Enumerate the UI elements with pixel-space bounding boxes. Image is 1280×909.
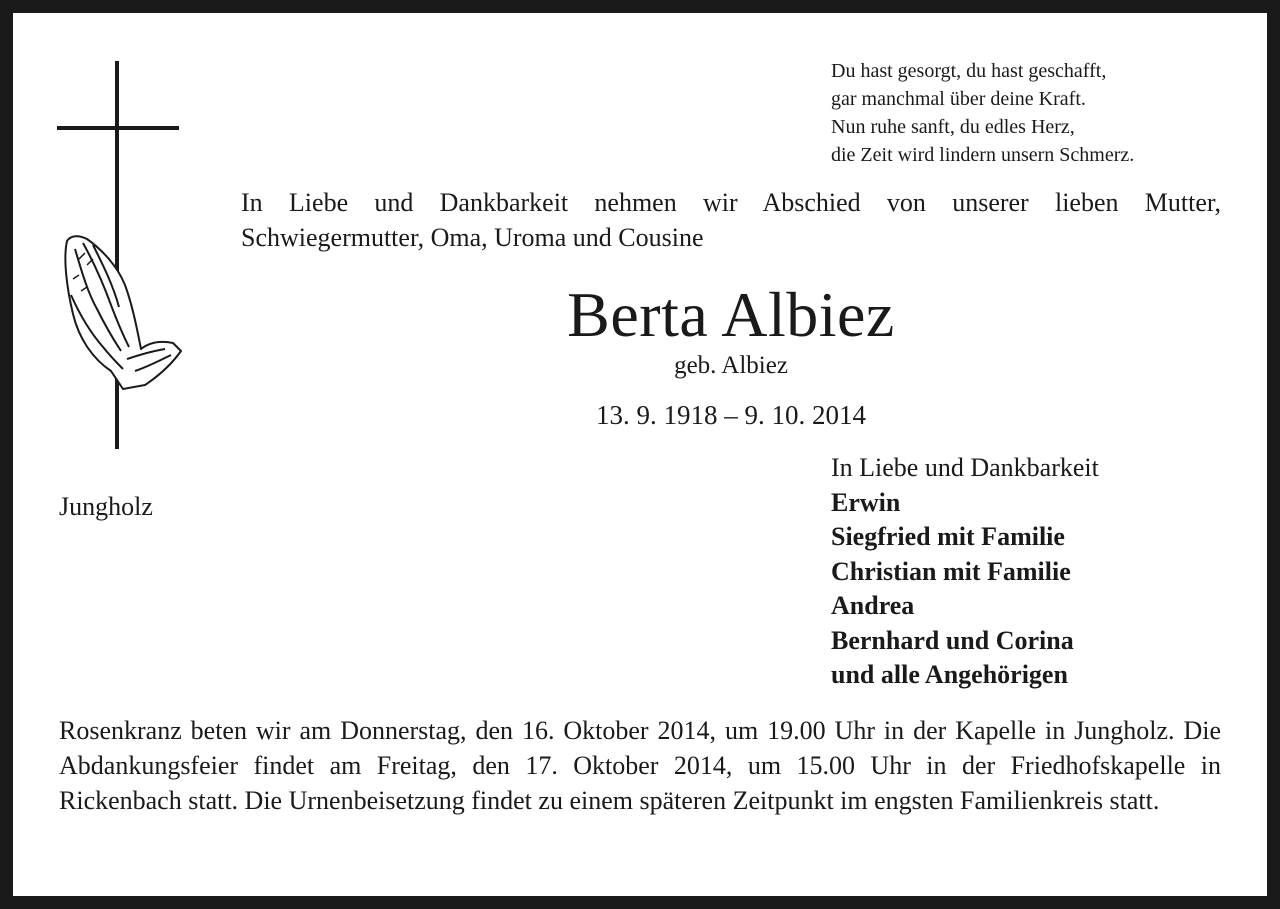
- mourner-name: und alle Angehörigen: [831, 660, 1068, 689]
- mourners-heading: In Liebe und Dankbarkeit: [831, 453, 1099, 482]
- poem-line: Du hast gesorgt, du hast geschafft,: [831, 60, 1107, 82]
- deceased-name: Berta Albiez: [567, 279, 895, 350]
- poem-line: Nun ruhe sanft, du edles Herz,: [831, 116, 1075, 138]
- intro-line-1: In Liebe und Dankbarkeit nehmen wir Abschied von unserer lieben Mutter,: [241, 188, 1221, 217]
- poem-line: die Zeit wird lindern unsern Schmerz.: [831, 144, 1135, 166]
- mourner-name: Christian mit Familie: [831, 556, 1071, 586]
- life-dates: 13. 9. 1918 – 9. 10. 2014: [596, 400, 866, 430]
- mourner-name: Erwin: [831, 487, 901, 517]
- place-name: Jungholz: [59, 492, 153, 521]
- mourner-name: Andrea: [831, 591, 915, 620]
- mourner-name: Siegfried mit Familie: [831, 522, 1065, 551]
- intro-line-2: Schwiegermutter, Oma, Uroma und Cousine: [241, 223, 704, 252]
- service-details: Rosenkranz beten wir am Donnerstag, den 16. Oktober 2014, um 19.00 Uhr in der Kapelle in Jungholz. Die Abdankungsfeier findet am Freitag, den 17. Oktober 2014, um 15.00 Uhr in der Friedhofskapelle in Rickenbach statt. Die Urnenbeisetzung findet zu einem späteren Zeitpunkt im engsten Familienkreis statt.: [59, 716, 1221, 815]
- poem-line: gar manchmal über deine Kraft.: [831, 88, 1086, 110]
- intro-text: [241, 185, 1221, 255]
- mourners-block: [831, 451, 1099, 693]
- praying-hands-icon: [65, 236, 181, 389]
- obituary-card: [13, 13, 1267, 896]
- cross-icon: [53, 59, 193, 459]
- birth-name: geb. Albiez: [674, 352, 788, 379]
- poem: [831, 57, 1134, 169]
- mourner-name: Bernhard und Corina: [831, 625, 1074, 655]
